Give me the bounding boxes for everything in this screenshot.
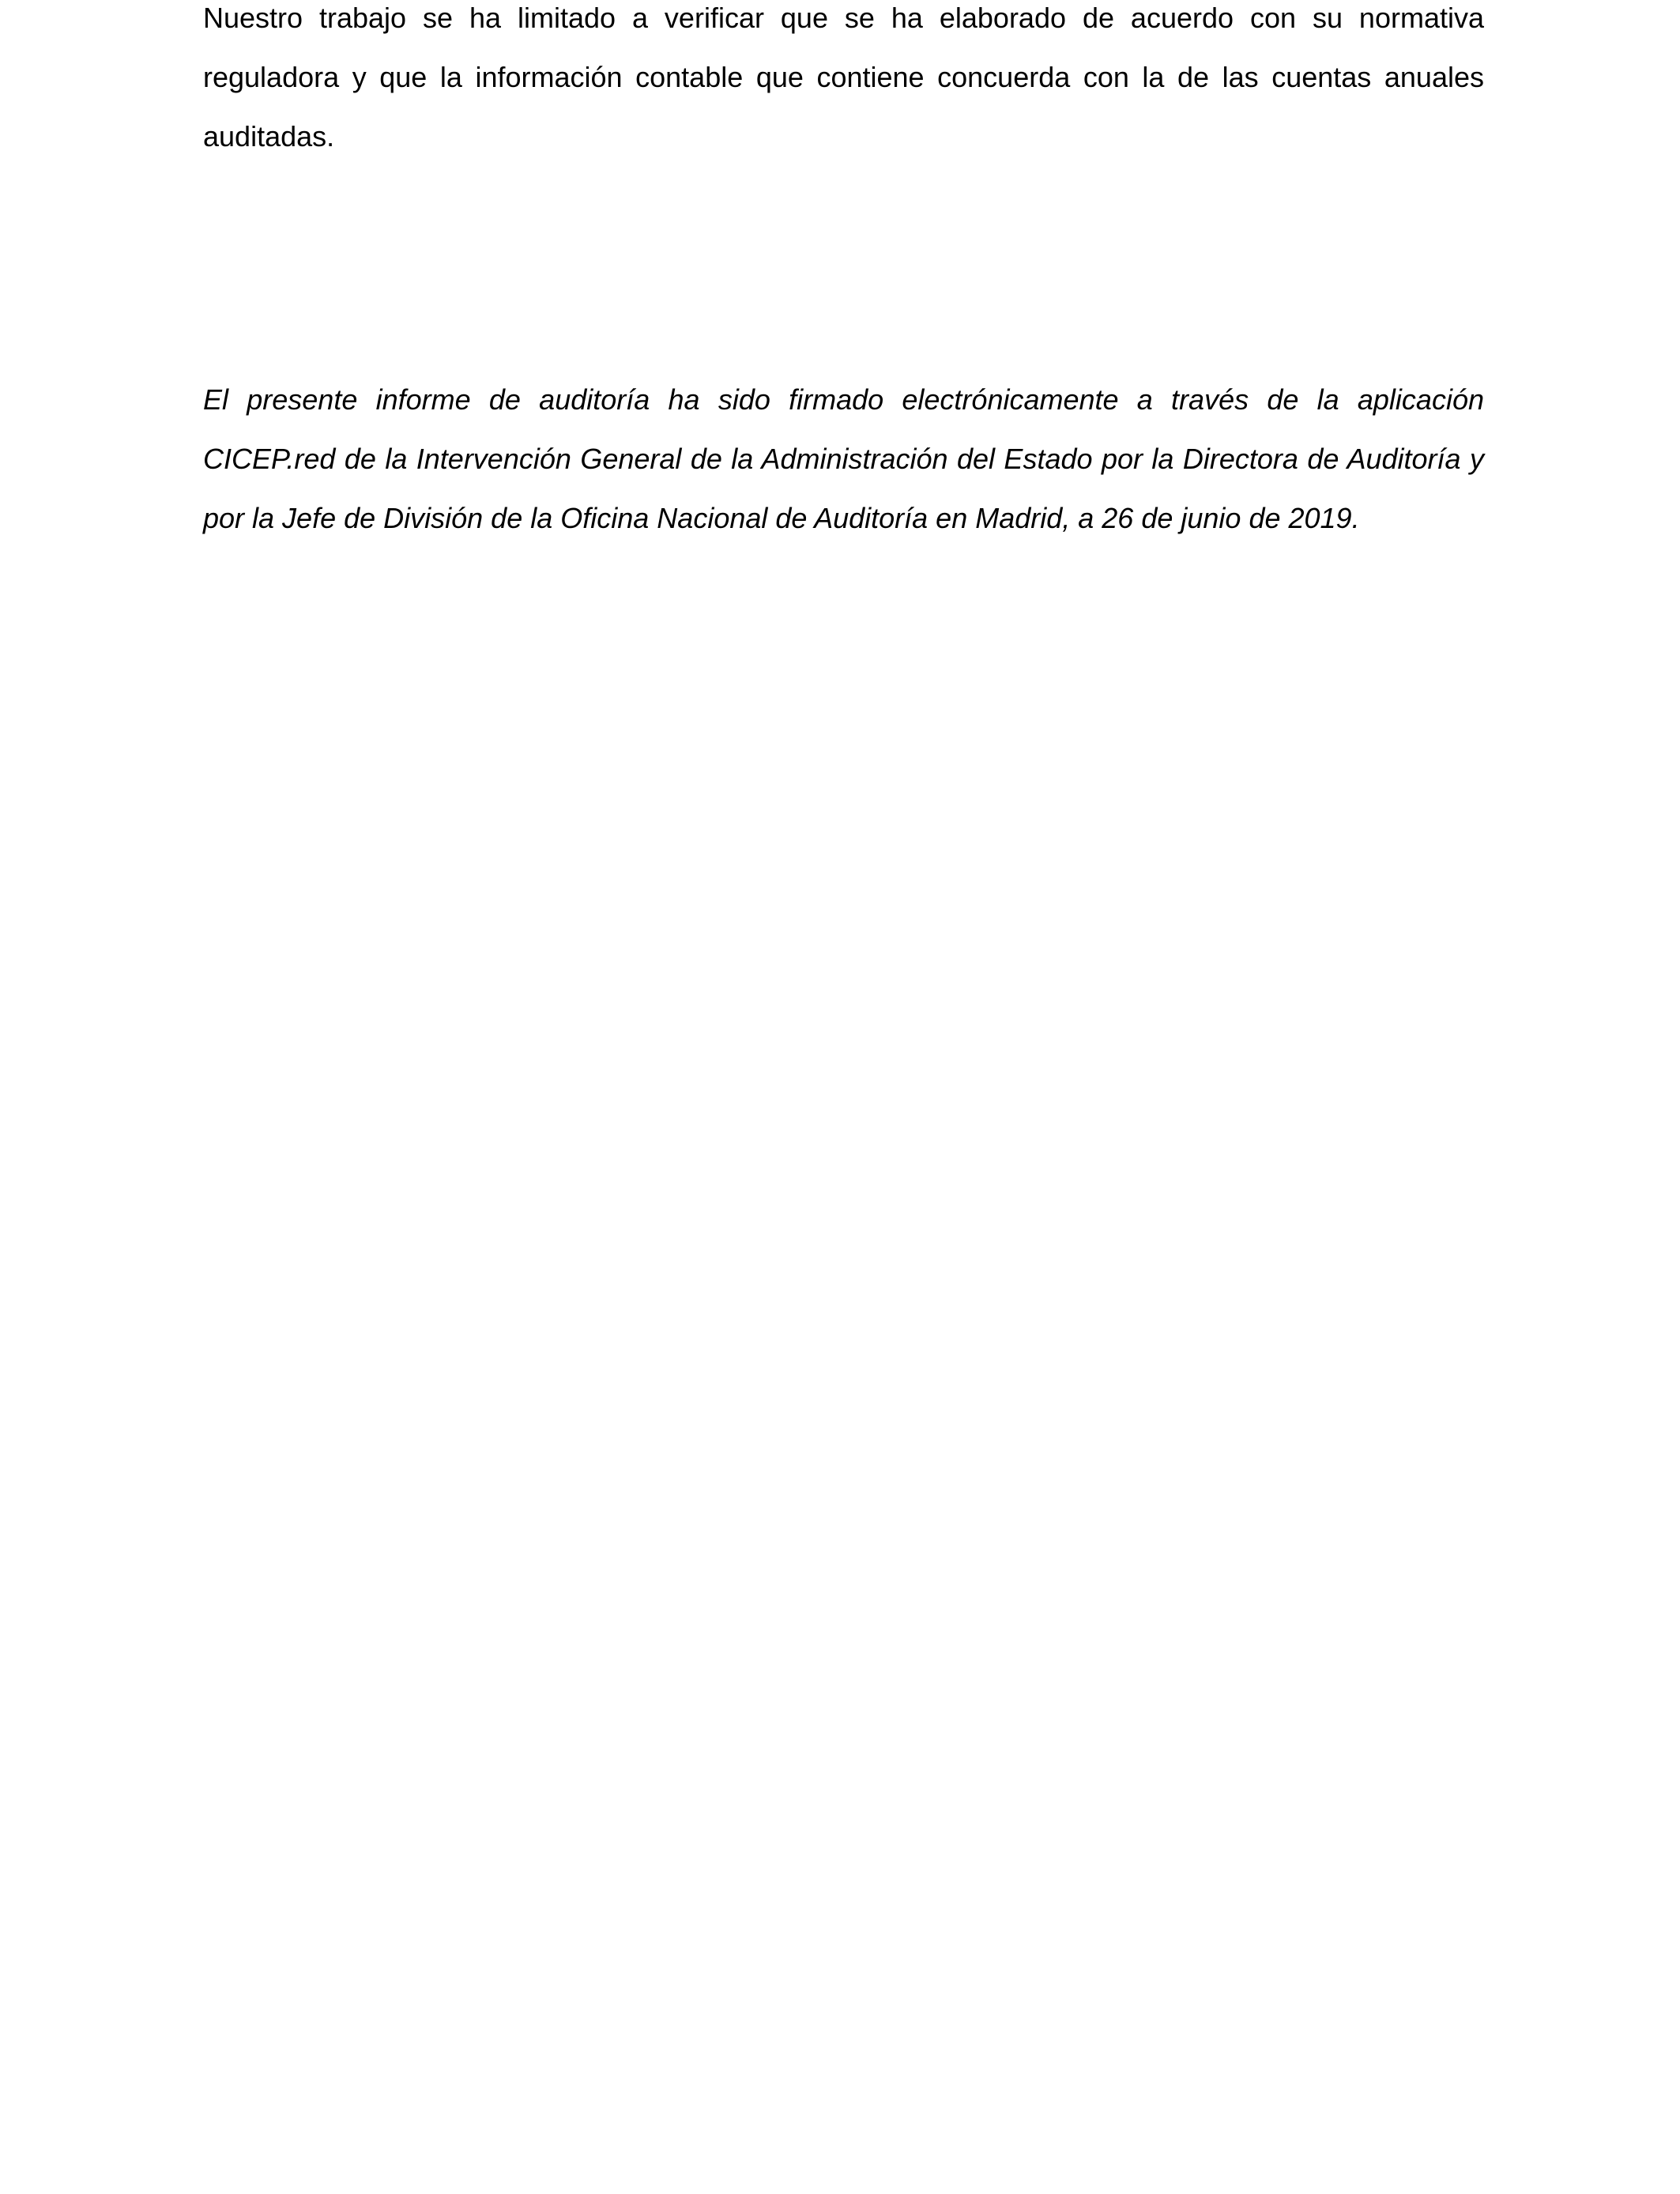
electronic-signature-paragraph: El presente informe de auditoría ha sido firmado electrónicamente a través de la aplicación CICEP.red de la Intervención General de la Administración del Estado por la Directora de Auditoría y por la Jefe de División de la Oficina Nacional de Auditoría en Madrid, a 26 de junio de 2019. (203, 383, 1484, 534)
audit-scope-paragraph: Nuestro trabajo se ha limitado a verificar que se ha elaborado de acuerdo con su normativa reguladora y que la información contable que contiene concuerda con la de las cuentas anuales auditadas. (203, 2, 1484, 153)
